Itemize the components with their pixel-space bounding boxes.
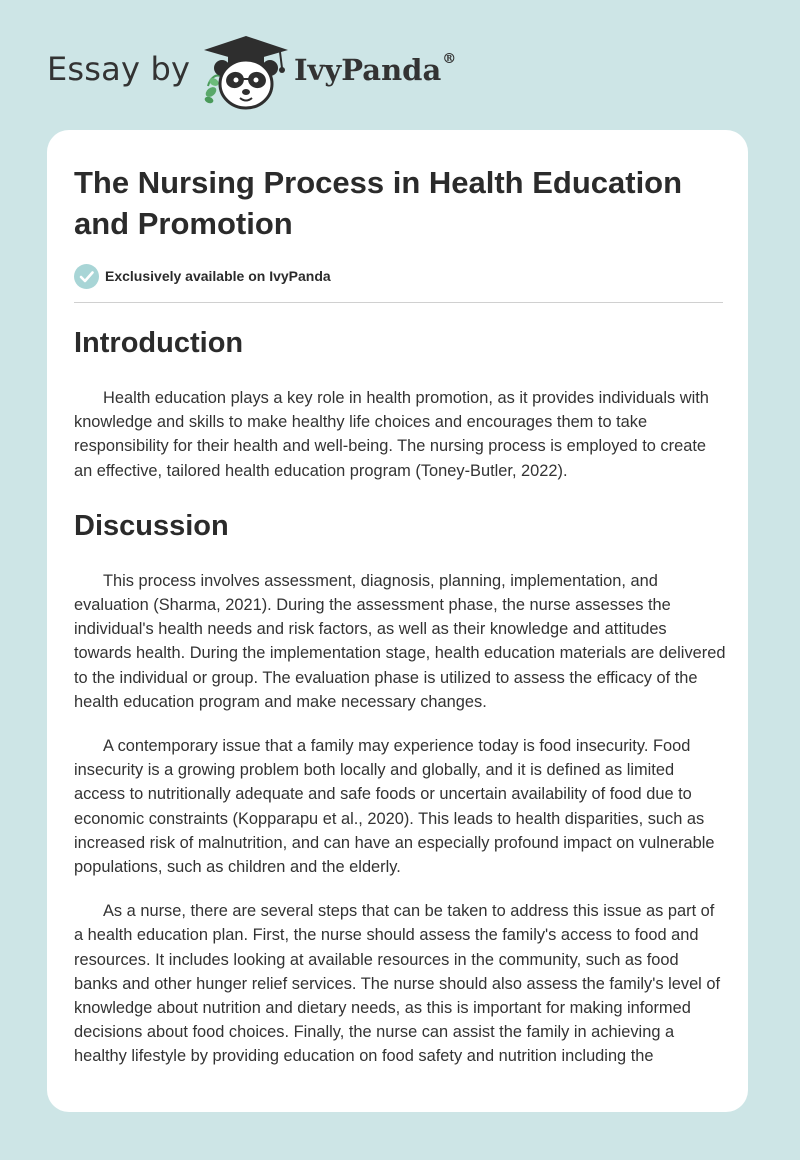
essay-title: The Nursing Process in Health Education and Promotion — [74, 165, 683, 241]
essay-card — [47, 130, 748, 1112]
check-circle-icon — [74, 264, 99, 289]
brand-name: IvyPanda® — [294, 51, 457, 87]
brand-prefix: Essay by — [47, 50, 191, 88]
paragraph: This process involves assessment, diagnosis, planning, implementation, and evaluation (Sharma, 2021). During the assessment phase, the nurse assesses the individual's health needs and risk factors, as well as their knowledge and attitudes towards health. During the implementation stage, health education materials are delivered to the individual or group. The evaluation phase is utilized to assess the efficacy of the health education program and make necessary changes. — [74, 571, 726, 711]
brand-header — [47, 30, 467, 110]
badge-text: Exclusively available on IvyPanda — [105, 268, 331, 284]
section-heading-discussion: Discussion — [74, 509, 229, 542]
panda-graduate-icon — [200, 34, 292, 110]
section-heading-introduction: Introduction — [74, 327, 244, 359]
title-divider — [74, 302, 723, 303]
exclusive-badge — [74, 263, 331, 289]
paragraph: A contemporary issue that a family may experience today is food insecurity. Food insecurity is a growing problem both locally and globally, and it is defined as limited access to nutritionally adequate and safe foods or uncertain availability of food due to economic constraints (Kopparapu et al., 2020). This leads to health disparities, such as increased risk of malnutrition, and can have an especially profound impact on vulnerable populations, such as children and the elderly. — [74, 737, 715, 877]
paragraph: Health education plays a key role in health promotion, as it provides individuals with knowledge and skills to make healthy life choices and encourages them to take responsibility for their health and well-being. The nursing process is employed to create an effective, tailored health education program (Toney-Butler, 2022). — [74, 389, 709, 480]
paragraph: As a nurse, there are several steps that can be taken to address this issue as part of a health education plan. First, the nurse should assess the family's access to food and resources. It includes looking at available resources in the community, such as food banks and other hunger relief services. The nurse should also assess the family's level of knowledge about nutrition and dietary needs, as this is important for making informed decisions about food choices. Finally, the nurse can assist the family in achieving a healthy lifestyle by providing education on food safety and nutrition including the — [74, 902, 721, 1066]
essay-content — [74, 320, 726, 1069]
